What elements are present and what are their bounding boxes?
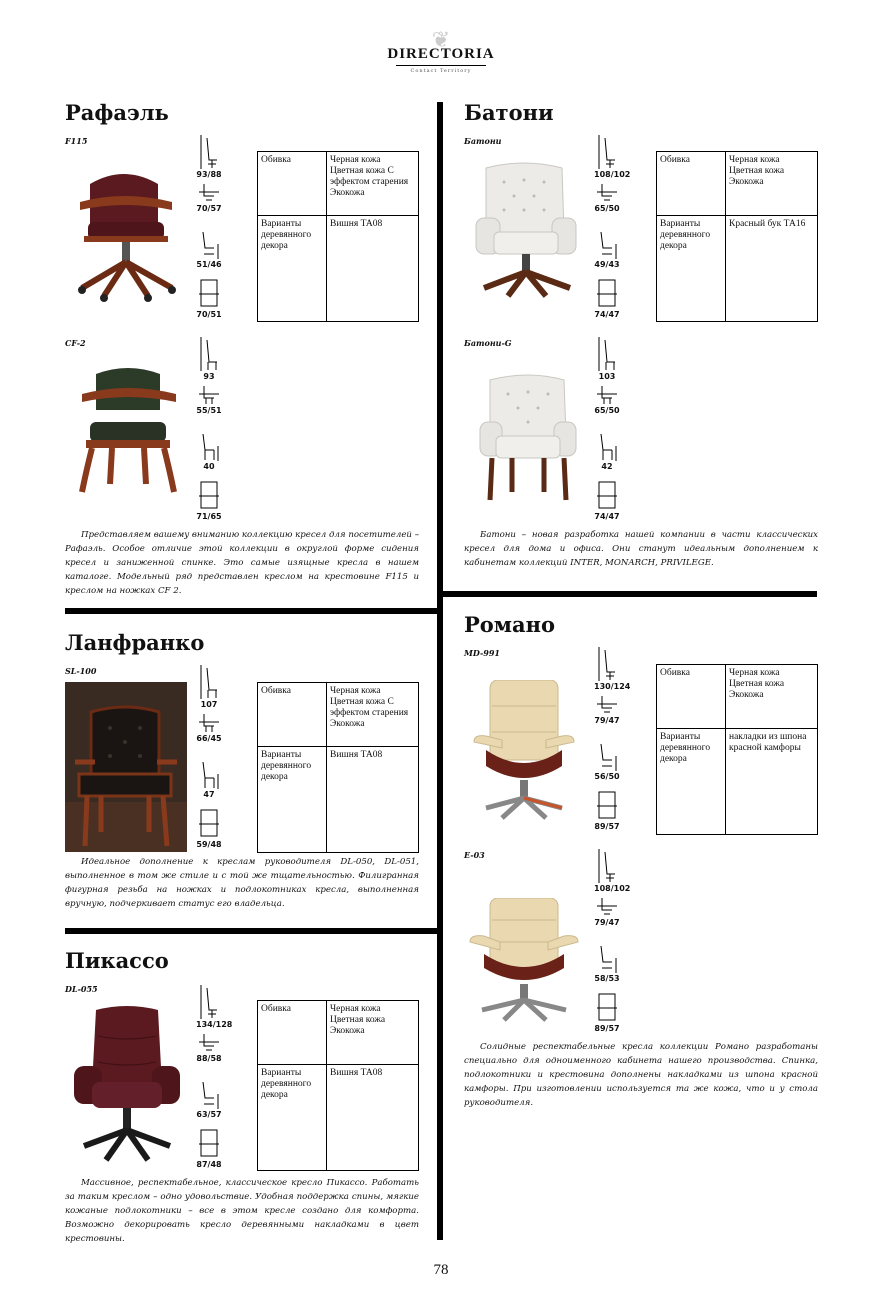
seat-depth-icon — [596, 478, 618, 512]
dim-height: 93/88 — [196, 170, 222, 179]
spec-value-upholstery: Черная кожа Цветная кожа Экокожа — [327, 1001, 419, 1065]
divider-left-1 — [65, 608, 439, 614]
spec-label-decor: Варианты деревянного декора — [258, 216, 327, 322]
divider-left-2 — [65, 928, 439, 934]
seat-height-icon — [596, 230, 618, 260]
divider-right-1 — [441, 591, 817, 597]
spec-value-decor: Вишня ТА08 — [327, 216, 419, 322]
description-batoni: Батони – новая разработка нашей компании в части классических кресел для дома и офиса. Они станут идеальным дополнением к кабинетам коллекций INTER, MONARCH, PRIVILEGE. — [464, 530, 818, 568]
dim-height: 108/102 — [594, 170, 631, 179]
spec-label-upholstery: Обивка — [657, 152, 726, 216]
model-code: F115 — [65, 136, 88, 146]
seat-height-icon — [198, 432, 220, 462]
chair-photo-dl055 — [72, 1006, 182, 1166]
dim-width: 88/58 — [196, 1054, 222, 1063]
dim-seat-depth: 59/48 — [196, 840, 222, 849]
spec-value-upholstery: Черная кожа Цветная кожа С эффектом старения Экокожа — [327, 152, 419, 216]
spec-table-picasso — [257, 1000, 419, 1171]
seat-depth-icon — [198, 1126, 220, 1160]
chair-photo-sl100 — [65, 682, 187, 852]
chair-height-icon — [596, 134, 618, 170]
seat-depth-icon — [198, 806, 220, 840]
dim-seat-height: 40 — [203, 462, 215, 471]
chair-width-icon — [596, 896, 618, 918]
model-code: Батони — [464, 136, 502, 146]
description-romano: Солидные респектабельные кресла коллекции Романо разработаны специально для одноименного кабинета нашего производства. Спинка, подлокотники и крестовина дополнены накладками из шпона красной камфоры. При изготовлении используется та же кожа, что и у стола руководителя. — [464, 1042, 818, 1108]
section-title-romano: Романо — [464, 612, 556, 637]
seat-depth-icon — [596, 990, 618, 1024]
spec-label-decor: Варианты деревянного декора — [258, 747, 327, 853]
seat-height-icon — [596, 944, 618, 974]
chair-width-icon — [198, 384, 220, 406]
dim-width: 65/50 — [594, 406, 620, 415]
spec-table-rafael — [257, 151, 419, 322]
spec-label-decor: Варианты деревянного декора — [657, 216, 726, 322]
spec-label-upholstery: Обивка — [258, 152, 327, 216]
spec-table-romano — [656, 664, 818, 835]
description-picasso: Массивное, респектабельное, классическое кресло Пикассо. Работать за таким креслом – одно удовольствие. Удобная поддержка спины, мягкие кожаные подлокотники – все в этом кресле создано для комфорта. Возможно декорировать кресло деревянными накладками в цвет крестовины. — [65, 1178, 419, 1244]
dim-seat-height: 47 — [203, 790, 215, 799]
seat-depth-icon — [596, 276, 618, 310]
model-code: Батони-G — [464, 338, 512, 348]
dim-seat-height: 42 — [601, 462, 613, 471]
section-title-picasso: Пикассо — [65, 948, 169, 973]
seat-height-icon — [198, 1080, 220, 1110]
seat-depth-icon — [596, 788, 618, 822]
dim-width: 66/45 — [196, 734, 222, 743]
dim-seat-height: 51/46 — [196, 260, 222, 269]
seat-height-icon — [596, 432, 618, 462]
spec-value-decor: Вишня ТА08 — [327, 1065, 419, 1171]
section-title-batoni: Батони — [464, 100, 554, 125]
description-rafael: Представляем вашему вниманию коллекцию кресел для посетителей – Рафаэль. Особое отличие этой коллекции в округлой форме сидения кресел и заниженной спинке. Это самые изящные кресла в нашем каталоге. Модельный ряд представлен креслом на крестовине F115 и креслом на ножках CF 2. — [65, 530, 419, 596]
chair-photo-f115 — [74, 162, 184, 302]
chair-height-icon — [198, 664, 220, 700]
chair-width-icon — [596, 384, 618, 406]
seat-depth-icon — [198, 478, 220, 512]
chair-width-icon — [198, 182, 220, 204]
chair-photo-md991 — [472, 680, 576, 822]
dim-height: 107 — [200, 700, 218, 709]
dim-seat-depth: 70/51 — [196, 310, 222, 319]
chair-width-icon — [596, 694, 618, 716]
dim-height: 93 — [203, 372, 215, 381]
seat-depth-icon — [198, 276, 220, 310]
chair-width-icon — [198, 712, 220, 734]
dim-width: 70/57 — [196, 204, 222, 213]
dim-seat-depth: 87/48 — [196, 1160, 222, 1169]
chair-height-icon — [596, 336, 618, 372]
section-title-lanfranco: Ланфранко — [65, 630, 205, 655]
chair-height-icon — [198, 984, 220, 1020]
spec-label-decor: Варианты деревянного декора — [657, 729, 726, 835]
chair-height-icon — [596, 646, 618, 682]
dim-width: 55/51 — [196, 406, 222, 415]
spec-table-batoni — [656, 151, 818, 322]
chair-photo-batoni — [474, 162, 580, 302]
spec-label-upholstery: Обивка — [258, 683, 327, 747]
chair-height-icon — [198, 336, 220, 372]
dim-width: 65/50 — [594, 204, 620, 213]
dim-seat-depth: 74/47 — [594, 512, 620, 521]
dim-width: 79/47 — [594, 716, 620, 725]
seat-height-icon — [596, 742, 618, 772]
seat-height-icon — [198, 760, 220, 790]
dim-seat-height: 49/43 — [594, 260, 620, 269]
section-title-rafael: Рафаэль — [65, 100, 169, 125]
spec-value-decor: Вишня ТА08 — [327, 747, 419, 853]
model-code: MD-991 — [464, 648, 500, 658]
model-code: E-03 — [464, 850, 485, 860]
description-lanfranco: Идеальное дополнение к креслам руководителя DL-050, DL-051, выполненное в том же стиле и с той же тщательностью. Филигранная фигурная резьба на ножках и подлокотниках кресла, выполненная вручную, подчеркивает статус его владельца. — [65, 857, 419, 909]
dim-seat-depth: 89/57 — [594, 822, 620, 831]
spec-value-decor: Красный бук ТА16 — [726, 216, 818, 322]
brand-name: DIRECTORIA — [387, 46, 495, 62]
chair-width-icon — [198, 1032, 220, 1054]
dim-seat-height: 63/57 — [196, 1110, 222, 1119]
dim-seat-depth: 71/65 — [196, 512, 222, 521]
dim-seat-depth: 74/47 — [594, 310, 620, 319]
logo-divider — [396, 65, 486, 66]
spec-label-upholstery: Обивка — [657, 665, 726, 729]
spec-value-upholstery: Черная кожа Цветная кожа Экокожа — [726, 665, 818, 729]
chair-photo-cf2 — [78, 366, 178, 496]
dim-height: 130/124 — [594, 682, 631, 691]
chair-width-icon — [596, 182, 618, 204]
dim-height: 134/128 — [196, 1020, 233, 1029]
brand-tagline: Contact Territory — [410, 68, 472, 74]
chair-height-icon — [596, 848, 618, 884]
page-number: 78 — [433, 1262, 449, 1278]
chair-photo-e03 — [468, 898, 580, 1024]
spec-label-upholstery: Обивка — [258, 1001, 327, 1065]
dim-seat-height: 58/53 — [594, 974, 620, 983]
dim-seat-height: 56/50 — [594, 772, 620, 781]
spec-value-upholstery: Черная кожа Цветная кожа Экокожа — [726, 152, 818, 216]
spec-table-lanfranco — [257, 682, 419, 853]
dim-seat-depth: 89/57 — [594, 1024, 620, 1033]
spec-label-decor: Варианты деревянного декора — [258, 1065, 327, 1171]
brand-logo — [0, 28, 882, 74]
dim-height: 103 — [598, 372, 616, 381]
chair-photo-batoni-g — [478, 374, 578, 504]
spec-value-decor: накладки из шпона красной камфоры — [726, 729, 818, 835]
crest-icon: ❦ — [431, 28, 451, 53]
model-code: SL-100 — [65, 666, 97, 676]
model-code: DL-055 — [65, 984, 98, 994]
spec-value-upholstery: Черная кожа Цветная кожа С эффектом старения Экокожа — [327, 683, 419, 747]
seat-height-icon — [198, 230, 220, 260]
chair-height-icon — [198, 134, 220, 170]
center-divider — [437, 102, 443, 1240]
dim-height: 108/102 — [594, 884, 631, 893]
dim-width: 79/47 — [594, 918, 620, 927]
model-code: CF-2 — [65, 338, 86, 348]
